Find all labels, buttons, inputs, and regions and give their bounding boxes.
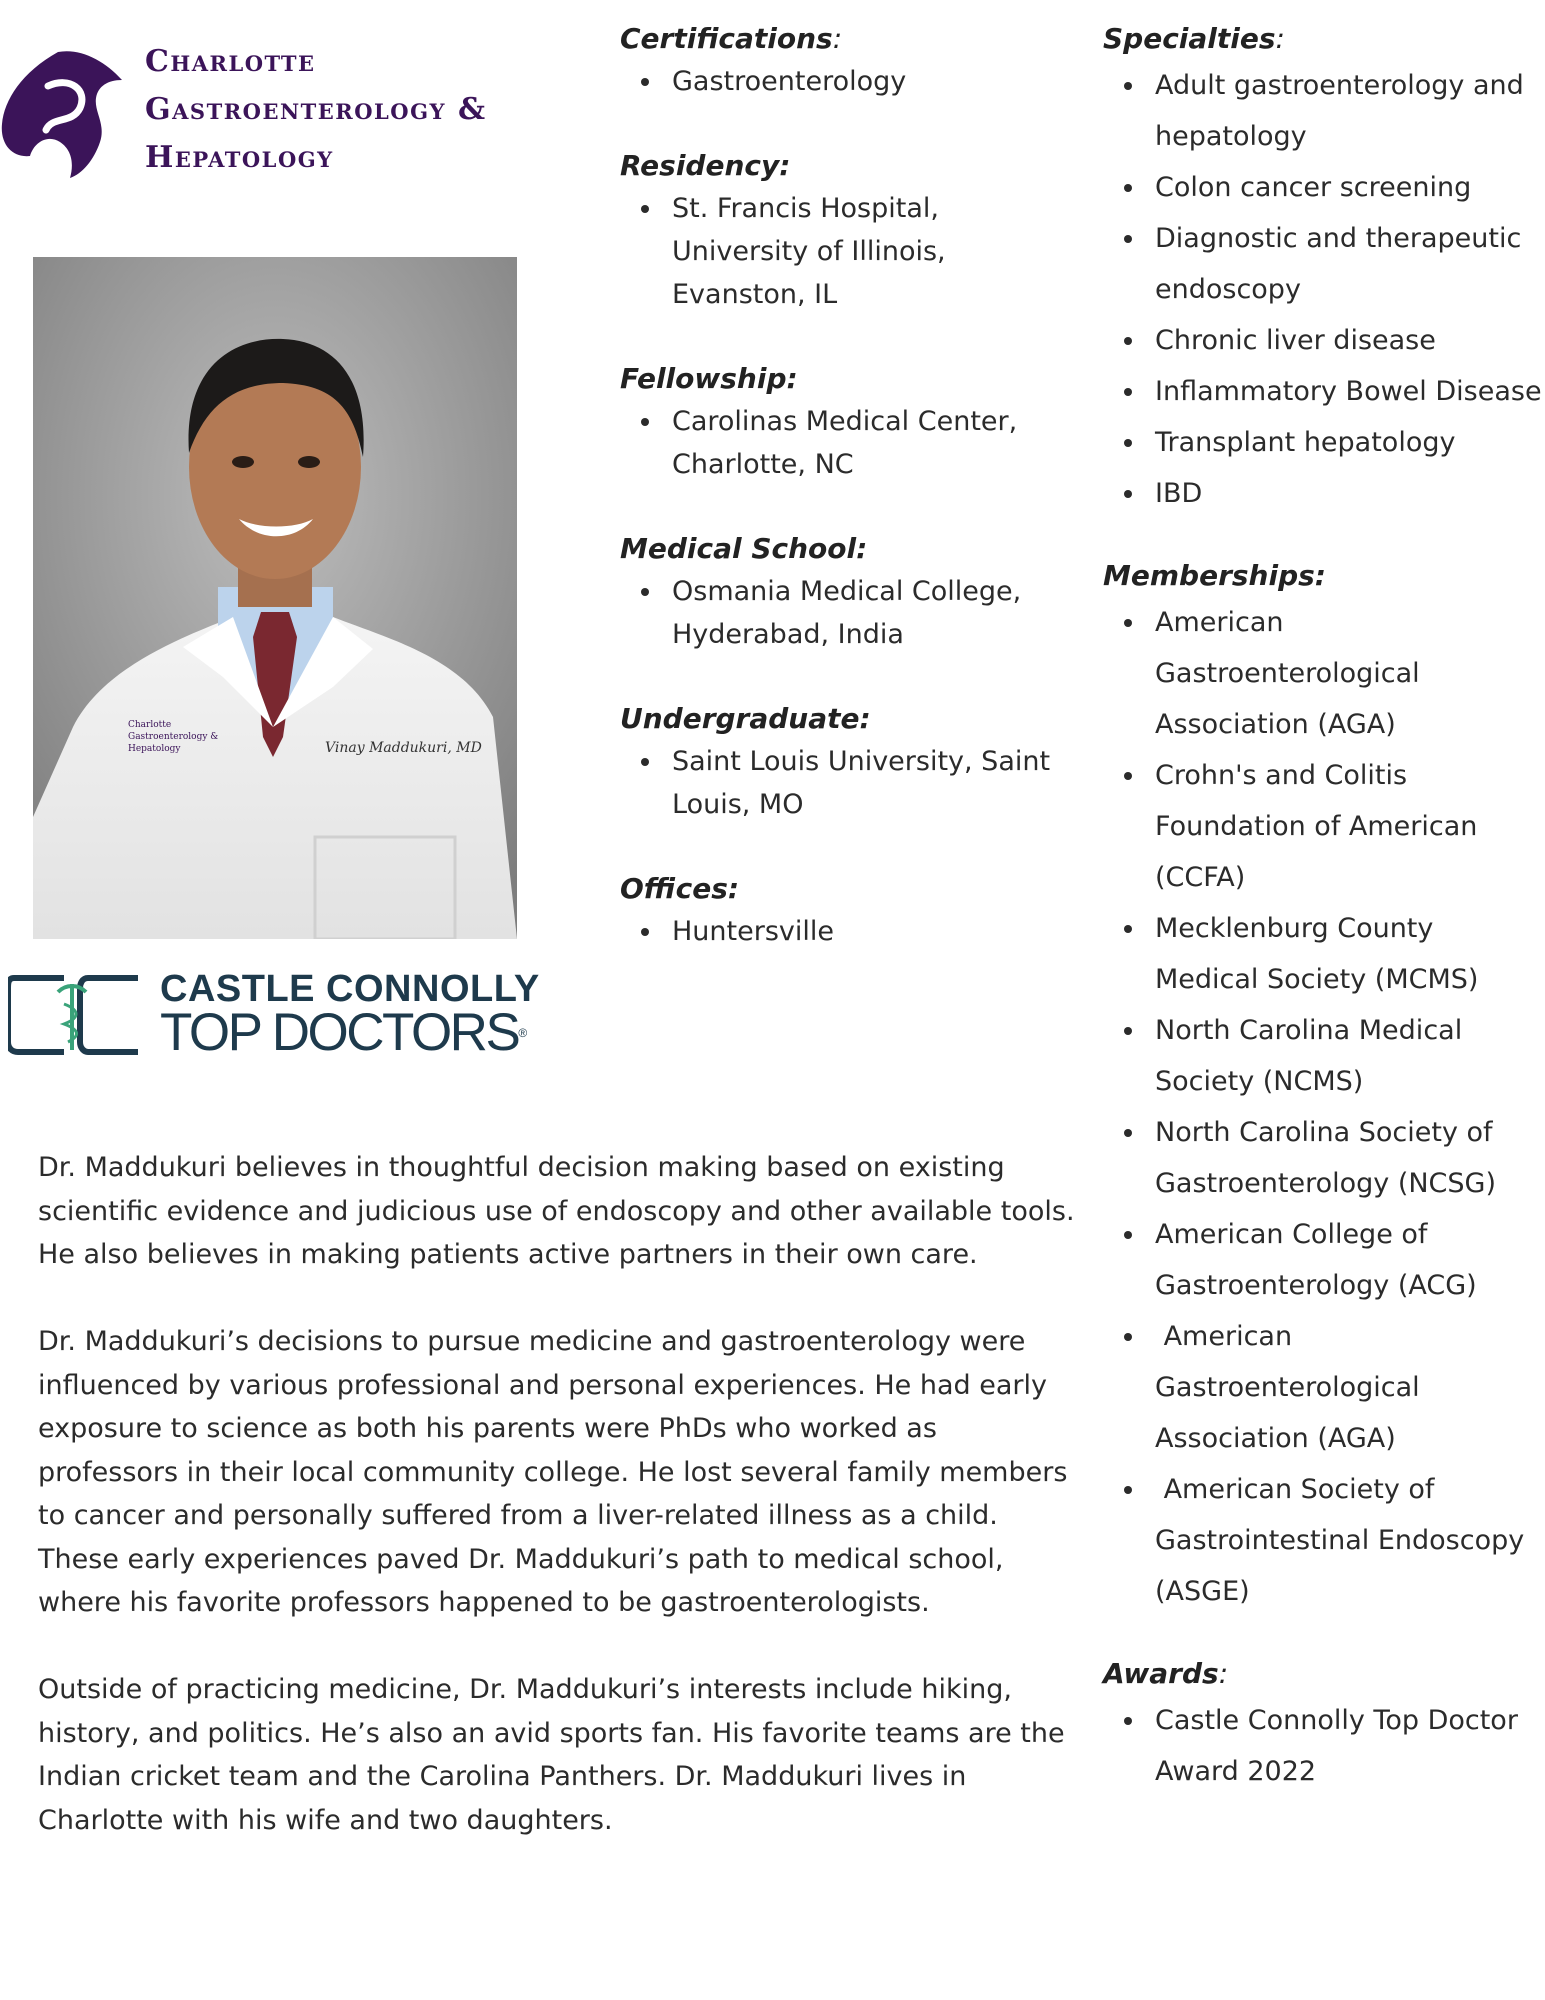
section-title: Offices: xyxy=(620,872,740,905)
list-item: North Carolina Medical Society (NCMS) xyxy=(1103,1005,1543,1107)
list-item: Carolinas Medical Center, Charlotte, NC xyxy=(620,400,1080,486)
list-item: American Gastroenterological Association (AGA) xyxy=(1103,1311,1543,1464)
stomach-logo-icon xyxy=(0,46,130,178)
castle-connolly-badge xyxy=(8,968,548,1060)
list-item: American Society of Gastrointestinal Endoscopy (ASGE) xyxy=(1103,1464,1543,1617)
practice-logo xyxy=(0,38,560,188)
list-item: Saint Louis University, Saint Louis, MO xyxy=(620,740,1080,826)
list-item: Crohn's and Colitis Foundation of American (CCFA) xyxy=(1103,750,1543,903)
list-item: American Gastroenterological Association (AGA) xyxy=(1103,597,1543,750)
section-undergraduate xyxy=(620,698,1080,826)
doctor-portrait-photo xyxy=(33,257,517,939)
section-title: Memberships: xyxy=(1103,559,1326,592)
section-residency xyxy=(620,145,1080,316)
list-item: St. Francis Hospital, University of Illinois, Evanston, IL xyxy=(620,187,1080,316)
registered-mark: ® xyxy=(518,1026,528,1040)
list-item: Osmania Medical College, Hyderabad, India xyxy=(620,570,1080,656)
section-title: Certifications: xyxy=(620,22,843,55)
coat-logo-text: Gastroenterology & xyxy=(128,732,219,742)
list-item: Chronic liver disease xyxy=(1103,315,1543,366)
list-item: Transplant hepatology xyxy=(1103,417,1543,468)
badge-line-2: TOP DOCTORS® xyxy=(160,1003,528,1062)
section-title: Specialties: xyxy=(1103,22,1285,55)
section-title: Fellowship: xyxy=(620,362,798,395)
bio-paragraph: Dr. Maddukuri’s decisions to pursue medicine and gastroenterology were influenced by various professional and personal experiences. He had early exposure to science as both his parents were PhDs who worked as professors in their local community college. He lost several family members to cancer and personally suffered from a liver-related illness as a child. These early experiences paved Dr. Maddukuri’s path to medical school, where his favorite professors happened to be gastroenterologists. xyxy=(38,1326,1068,1618)
list-item: Castle Connolly Top Doctor Award 2022 xyxy=(1103,1695,1543,1797)
list-item: Adult gastroenterology and hepatology xyxy=(1103,60,1543,162)
caduceus-icon xyxy=(8,974,144,1056)
logo-text-line-1: Charlotte xyxy=(145,44,316,79)
section-title: Undergraduate: xyxy=(620,702,871,735)
section-title: Awards: xyxy=(1103,1657,1229,1690)
section-title: Medical School: xyxy=(620,532,868,565)
credentials-column xyxy=(620,18,1080,953)
list-item: Inflammatory Bowel Disease xyxy=(1103,366,1543,417)
coat-name-embroidery: Vinay Maddukuri, MD xyxy=(325,740,482,756)
coat-logo-text: Charlotte xyxy=(128,720,172,730)
logo-text-line-2: Gastroenterology & xyxy=(145,92,487,127)
section-offices xyxy=(620,868,1080,953)
bio-paragraph: Dr. Maddukuri believes in thoughtful decision making based on existing scientific evidence and judicious use of endoscopy and other available tools. He also believes in making patients active partners in their own care. xyxy=(38,1152,1075,1270)
list-item: American College of Gastroenterology (ACG) xyxy=(1103,1209,1543,1311)
list-item: Gastroenterology xyxy=(620,60,1080,103)
biography xyxy=(38,1146,1088,1886)
badge-line-1: CASTLE CONNOLLY xyxy=(160,968,540,1010)
section-awards xyxy=(1103,1653,1543,1797)
list-item: Huntersville xyxy=(620,910,1080,953)
list-item: Colon cancer screening xyxy=(1103,162,1543,213)
bio-paragraph: Outside of practicing medicine, Dr. Maddukuri’s interests include hiking, history, and politics. He’s also an avid sports fan. His favorite teams are the Indian cricket team and the Carolina Panthers. Dr. Maddukuri lives in Charlotte with his wife and two daughters. xyxy=(38,1674,1065,1836)
section-fellowship xyxy=(620,358,1080,486)
list-item: Diagnostic and therapeutic endoscopy xyxy=(1103,213,1543,315)
section-specialties xyxy=(1103,18,1543,519)
list-item: Mecklenburg County Medical Society (MCMS) xyxy=(1103,903,1543,1005)
specialties-column xyxy=(1103,18,1543,1797)
list-item: IBD xyxy=(1103,468,1543,519)
list-item: North Carolina Society of Gastroenterology (NCSG) xyxy=(1103,1107,1543,1209)
section-memberships xyxy=(1103,555,1543,1617)
section-title: Residency: xyxy=(620,149,791,182)
logo-text-line-3: Hepatology xyxy=(145,140,334,175)
coat-logo-text: Hepatology xyxy=(128,744,181,754)
section-certifications xyxy=(620,18,1080,103)
section-medical-school xyxy=(620,528,1080,656)
